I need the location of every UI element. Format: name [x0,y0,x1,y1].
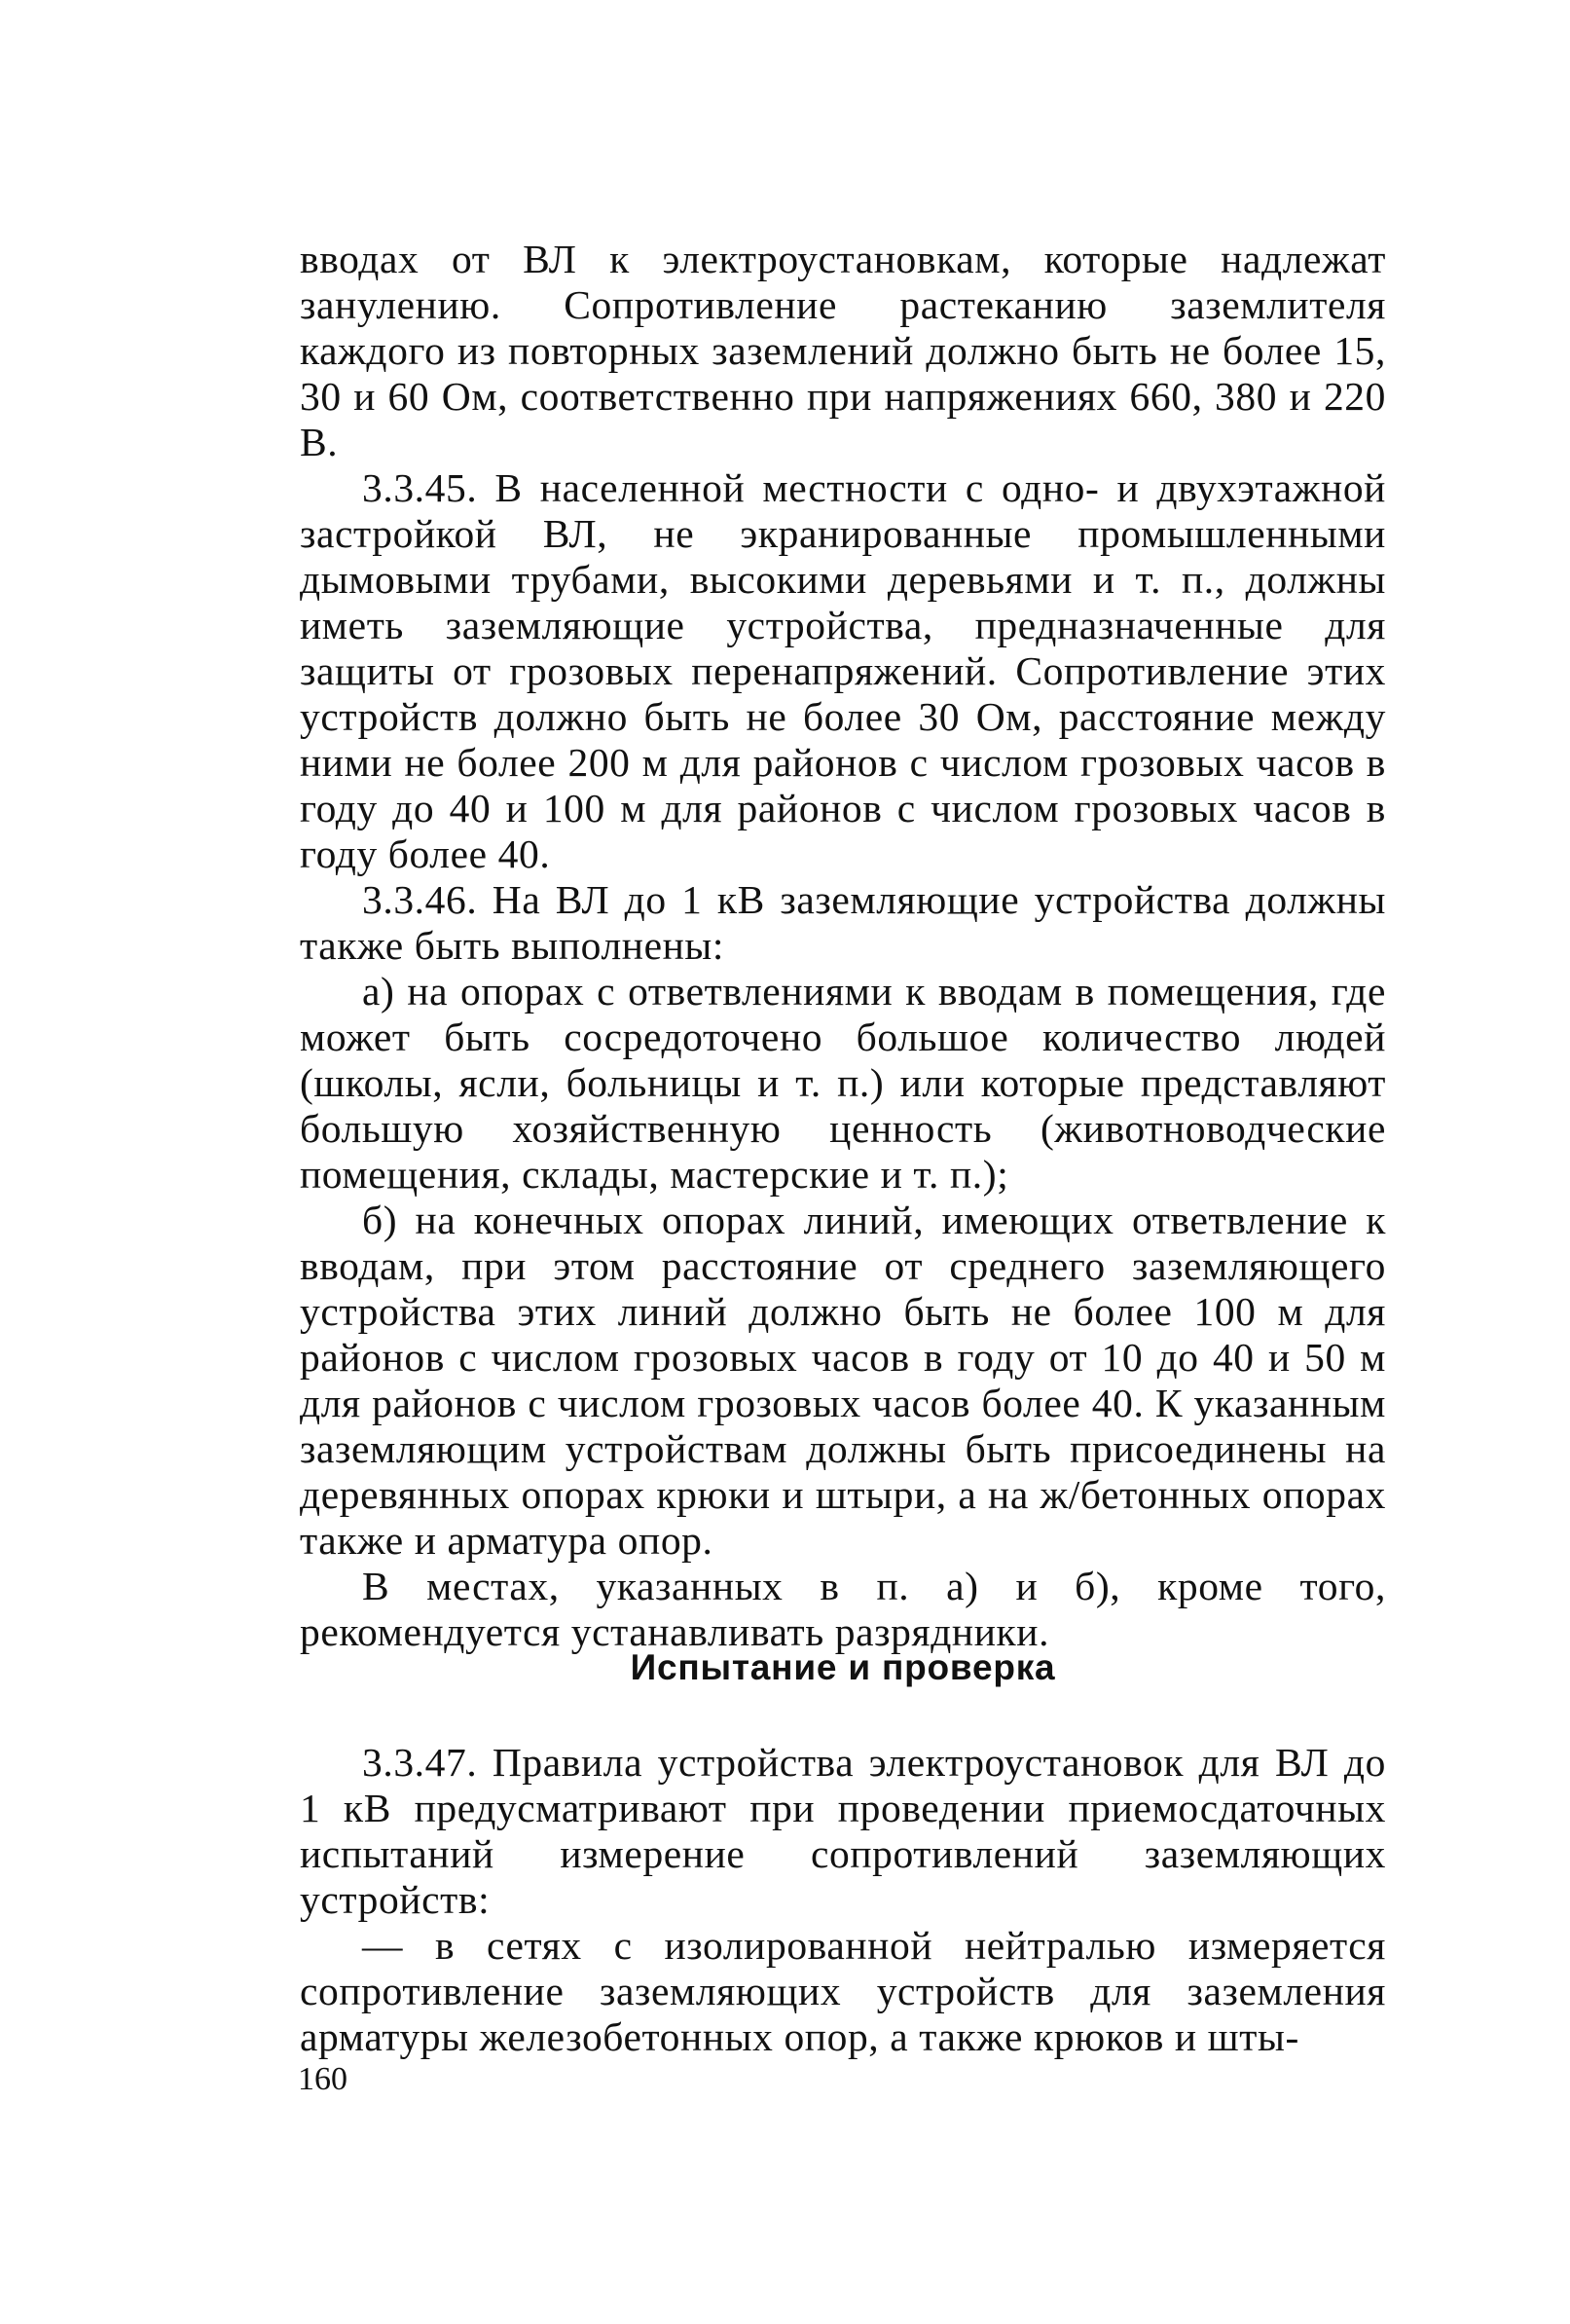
paragraph-3-3-47: 3.3.47. Правила устройства электроустановок для ВЛ до 1 кВ предусматривают при проведении приемосдаточных испытаний измерение сопротивлений заземляющих устройств: [300,1740,1386,1922]
paragraph-arresters: В местах, указанных в п. а) и б), кроме того, рекомендуется устанавливать разрядники. [300,1564,1386,1654]
body-text-bottom [300,1740,1386,2060]
paragraph-3-3-45: 3.3.45. В населенной местности с одно- и двухэтажной застройкой ВЛ, не экранированные промышленными дымовыми трубами, высокими деревьями и т. п., должны иметь заземляющие устройства, предназначенные для защиты от грозовых перенапряжений. Сопротивление этих устройств должно быть не более 30 Ом, расстояние между ними не более 200 м для районов с числом грозовых часов в году до 40 и 100 м для районов с числом грозовых часов в году более 40. [300,465,1386,876]
paragraph-continuation: вводах от ВЛ к электроустановкам, которые надлежат занулению. Сопротивление растеканию заземлителя каждого из повторных заземлений должно быть не более 15, 30 и 60 Ом, соответственно при напряжениях 660, 380 и 220 В. [300,237,1386,464]
paragraph-item-b: б) на конечных опорах линий, имеющих ответвление к вводам, при этом расстояние от среднего заземляющего устройства этих линий должно быть не более 100 м для районов с числом грозовых часов в году от 10 до 40 и 50 м для районов с числом грозовых часов более 40. К указанным заземляющим устройствам должны быть присоединены на деревянных опорах крюки и штыри, а на ж/бетонных опорах также и арматура опор. [300,1198,1386,1563]
paragraph-item-a: а) на опорах с ответвлениями к вводам в помещения, где может быть сосредоточено большое количество людей (школы, ясли, больницы и т. п.) или которые представляют большую хозяйственную ценность (животноводческие помещения, склады, мастерские и т. п.); [300,969,1386,1197]
paragraph-3-3-46: 3.3.46. На ВЛ до 1 кВ заземляющие устройства должны также быть выполнены: [300,877,1386,968]
section-heading: Испытание и проверка [630,1647,1056,1687]
body-text-top [300,237,1386,1655]
page-number: 160 [298,2061,347,2097]
paragraph-isolated-neutral: — в сетях с изолированной нейтралью измеряется сопротивление заземляющих устройств для заземления арматуры железобетонных опор, а также крюков и шты- [300,1923,1386,2059]
